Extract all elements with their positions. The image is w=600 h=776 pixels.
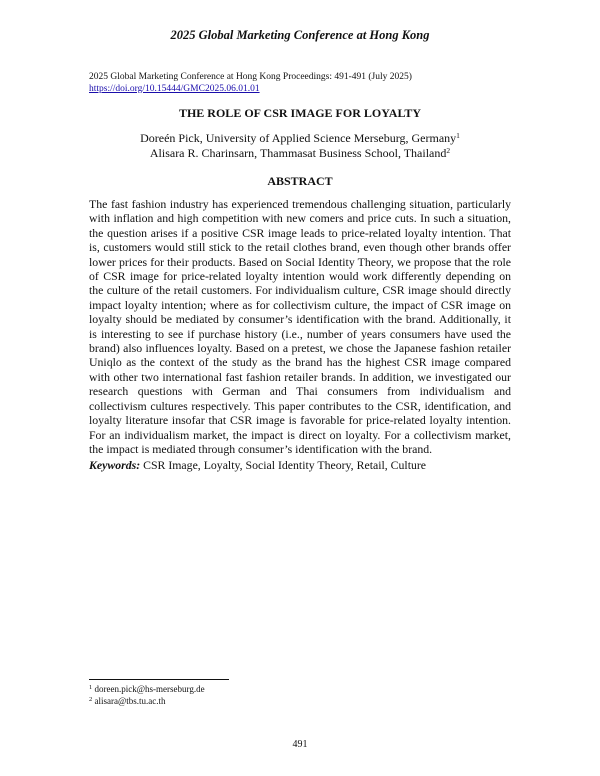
keywords-text: CSR Image, Loyalty, Social Identity Theory, Retail, Culture: [143, 458, 427, 472]
footnote: [89, 696, 489, 708]
footnote-marker: 2: [89, 695, 93, 703]
footnote-marker: 2: [446, 145, 451, 155]
author-line: [0, 146, 600, 161]
page-number: 491: [292, 739, 308, 750]
author-affiliation: Alisara R. Charinsarn, Thammasat Business School, Thailand: [149, 145, 447, 160]
author-line: [0, 131, 600, 146]
abstract-heading: ABSTRACT: [267, 174, 333, 188]
footnote: [89, 684, 489, 696]
proceedings-info: [89, 72, 509, 95]
keywords-label: Keywords:: [89, 458, 141, 472]
author-list: [0, 131, 600, 160]
footnotes: [89, 684, 489, 707]
abstract-text: The fast fashion industry has experienced tremendous challenging situation, particularly with inflation and high competition with new comers and price cuts. In such a situation, the question arises if a positive CSR image leads to price-related loyalty intention. That is, customers would still stick to the retail clothes brand, even though other brands offer lower prices for their products. Based on Social Identity Theory, we propose that the role of CSR image for price-related loyalty intention would work differently depending on the culture of the retail customers. For individualism culture, CSR image should directly impact loyalty intention; where as for collectivism culture, the impact of CSR image on loyalty should be mediated by consumer’s identification with the brand. Additionally, it is interesting to see if purchase history (i.e., number of years consumers have used the brand) also influences loyalty. Based on a pretest, we chose the Japanese fashion retailer Uniqlo as the context of the study as the brand has the highest CSR image compared with other two international fast fashion retailer brands. In addition, we investigated our research questions with German and Thai consumers from individualism and collectivism cultures respectively. This paper contributes to the CSR, identification, and loyalty literature insofar that CSR image is favorable for price-related loyalty intention. For an individualism market, the impact is direct on loyalty. For a collectivism market, the impact is mediated through consumer’s identification with the brand.: [89, 197, 511, 456]
footnote-marker: 1: [456, 131, 460, 140]
conference-running-head: 2025 Global Marketing Conference at Hong Kong: [170, 28, 430, 42]
footnote-email: alisara@tbs.tu.ac.th: [94, 695, 166, 706]
footnote-marker: 1: [89, 684, 93, 691]
proceedings-citation: 2025 Global Marketing Conference at Hong Kong Proceedings: 491-491 (July 2025): [89, 72, 412, 82]
paper-title: THE ROLE OF CSR IMAGE FOR LOYALTY: [178, 106, 422, 120]
keywords-line: [89, 458, 511, 472]
doi-link[interactable]: https://doi.org/10.15444/GMC2025.06.01.01: [89, 83, 260, 94]
footnote-divider: [89, 679, 229, 680]
author-affiliation: Doreén Pick, University of Applied Science Merseburg, Germany: [140, 131, 457, 145]
footnote-email: doreen.pick@hs-merseburg.de: [94, 684, 205, 694]
